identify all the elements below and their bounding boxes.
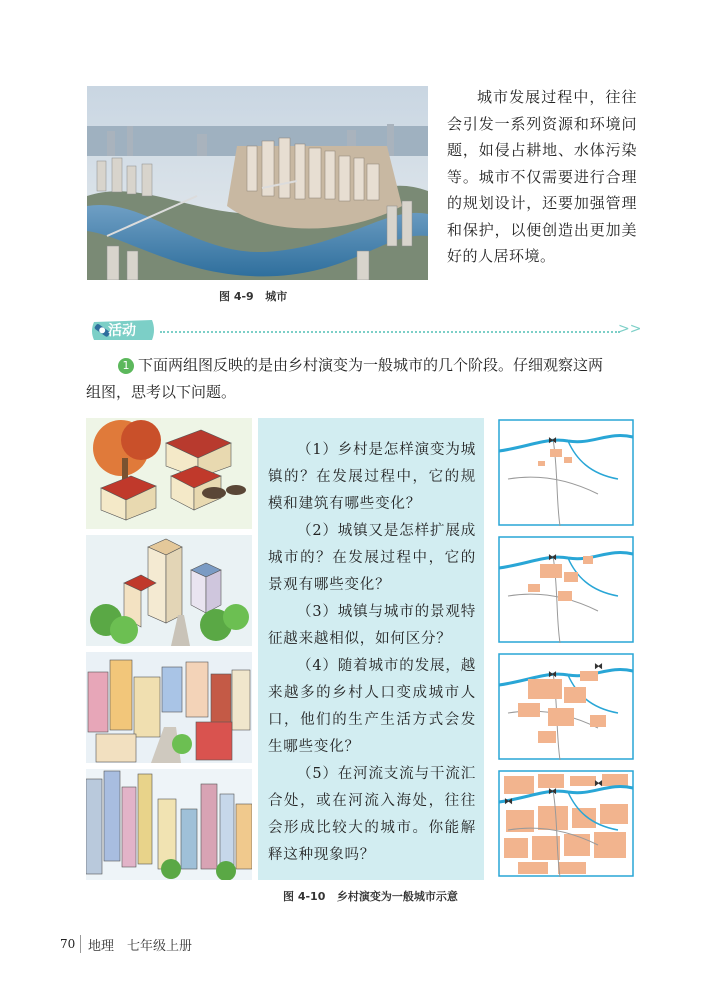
footer-divider <box>80 935 81 953</box>
activity-divider <box>160 331 620 333</box>
activity-label: 活动 <box>108 323 136 339</box>
town-illustration <box>86 535 252 646</box>
svg-text:⧓: ⧓ <box>594 779 603 789</box>
svg-text:⧓: ⧓ <box>548 787 557 797</box>
book-title: 地理 七年级上册 <box>88 939 193 954</box>
svg-text:⧓: ⧓ <box>548 553 557 563</box>
questions-text <box>268 437 476 869</box>
small-city-illustration <box>86 652 252 763</box>
figure-title: 乡村演变为一般城市示意 <box>336 890 458 903</box>
map-stage-3 <box>498 653 634 760</box>
village-illustration <box>86 418 252 529</box>
svg-text:⧓: ⧓ <box>548 670 557 680</box>
figure-title: 城市 <box>265 290 288 303</box>
figure-caption-4-9 <box>219 288 287 304</box>
map-stage-1 <box>498 419 634 526</box>
map-stage-2 <box>498 536 634 643</box>
body-paragraph: 城市发展过程中，往往会引发一系列资源和环境问题，如侵占耕地、水体污染等。城市不仅需要进行合理的规划设计，还要加强管理和保护，以便创造出更加美好的人居环境。 <box>447 88 637 265</box>
svg-text:⧓: ⧓ <box>548 436 557 446</box>
intro-line-1: 下面两组图反映的是由乡村演变为一般城市的几个阶段。仔细观察这两 <box>138 356 604 374</box>
large-city-illustration <box>86 769 252 880</box>
double-chevron-icon: >> <box>618 321 642 337</box>
intro-line-2: 组图，思考以下问题。 <box>86 383 237 401</box>
activity-intro <box>86 352 638 406</box>
question-3: （3）城镇与城市的景观特征越来越相似，如何区分？ <box>268 604 476 647</box>
question-2: （2）城镇又是怎样扩展成城市的？在发展过程中，它的景观有哪些变化？ <box>268 523 476 593</box>
page-number: 70 <box>60 937 76 951</box>
city-photo <box>87 86 428 280</box>
figure-label: 图 4-9 <box>219 290 254 303</box>
figure-label: 图 4-10 <box>283 890 326 903</box>
question-4: （4）随着城市的发展，越来越多的乡村人口变成城市人口，他们的生产生活方式会发生哪些变化？ <box>268 658 476 755</box>
question-5: （5）在河流支流与干流汇合处，或在河流入海处，往往会形成比较大的城市。你能解释这种现象吗？ <box>268 766 476 863</box>
map-stage-4 <box>498 770 634 877</box>
figure-caption-4-10 <box>283 888 458 904</box>
svg-text:⧓: ⧓ <box>594 662 603 672</box>
item-number-badge: 1 <box>118 358 134 374</box>
question-1: （1）乡村是怎样演变为城镇的？在发展过程中，它的规模和建筑有哪些变化？ <box>268 442 476 512</box>
svg-text:⧓: ⧓ <box>504 797 513 807</box>
